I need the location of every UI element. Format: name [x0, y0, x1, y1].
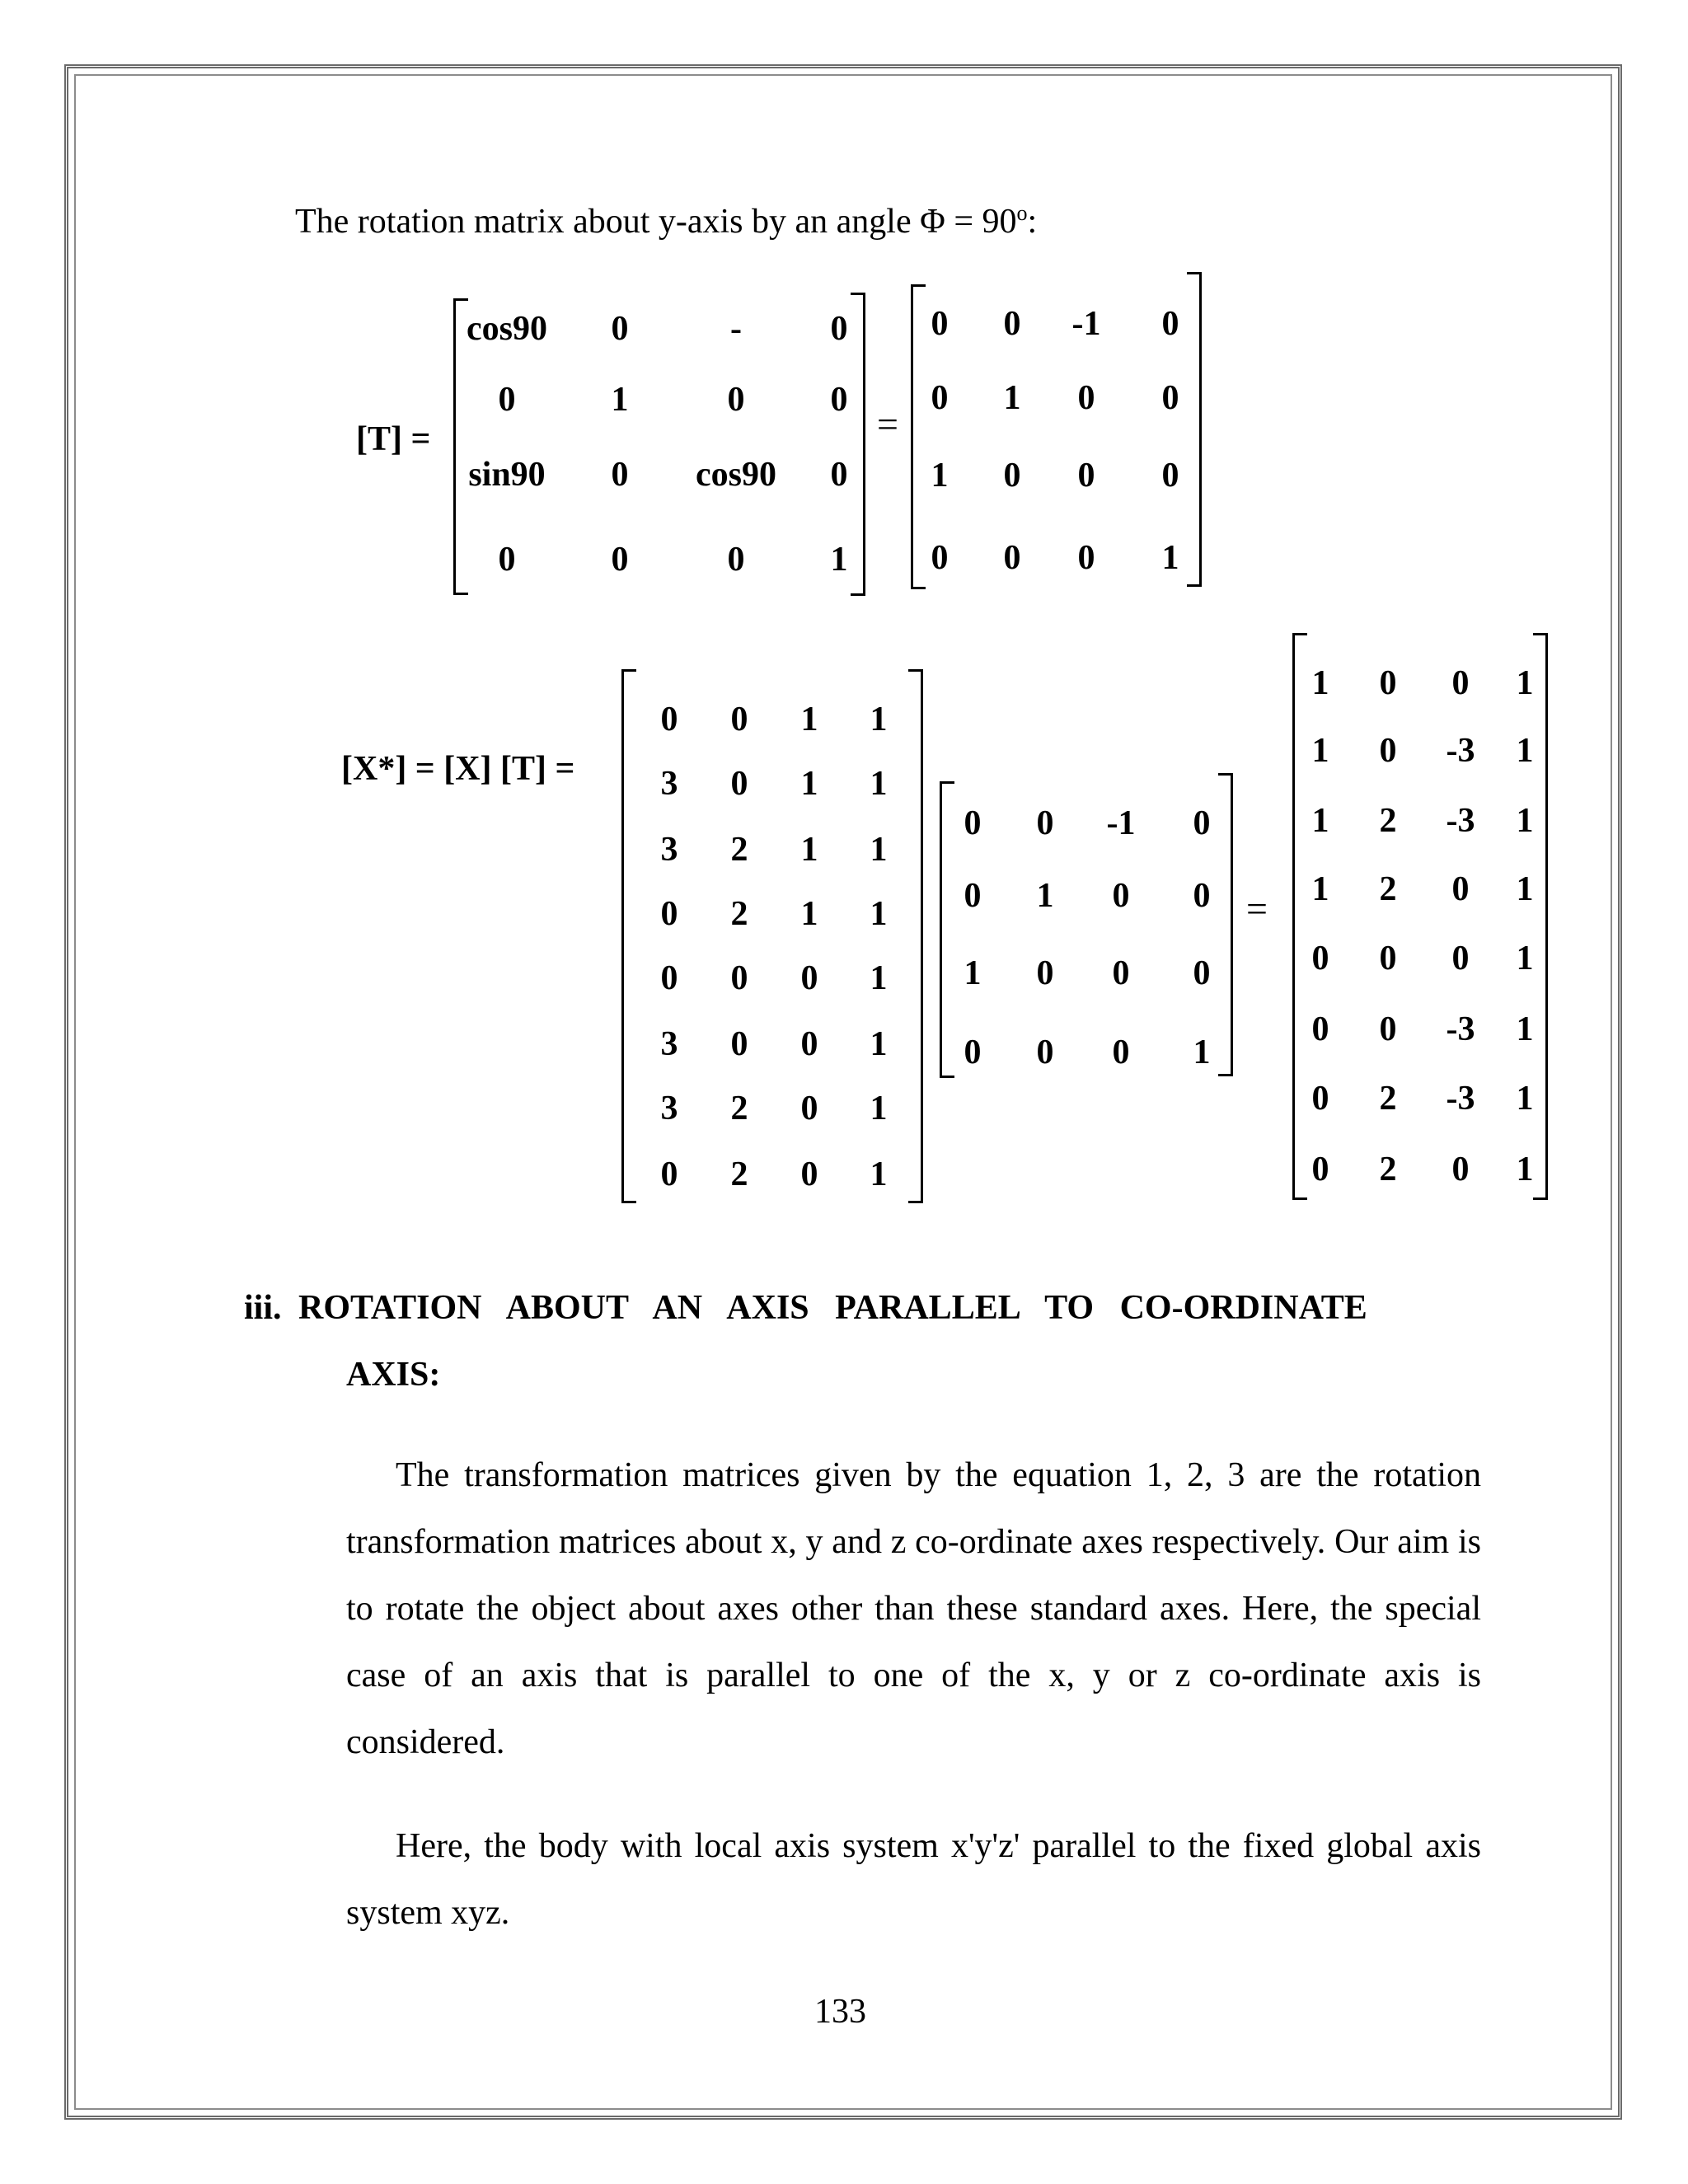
matrix-cell: 0	[964, 877, 982, 915]
matrix-cell: 0	[1161, 457, 1179, 494]
matrix-cell: sin90	[468, 456, 546, 494]
matrix-cell: 1	[870, 1090, 888, 1127]
matrix-cell: 0	[1077, 379, 1095, 417]
matrix-cell: 2	[730, 895, 748, 933]
matrix-cell: 1	[1516, 732, 1534, 770]
matrix-cell: 0	[730, 959, 748, 997]
matrix-cell: 0	[1161, 305, 1179, 343]
matrix-cell: 0	[1036, 1033, 1054, 1071]
matrix-cell: 1	[870, 895, 888, 933]
matrix-cell: -3	[1446, 732, 1475, 770]
matrix-cell: 3	[660, 1025, 678, 1063]
paragraph-1: The transformation matrices given by the equation 1, 2, 3 are the rotation transformation matrices about x, y and z co-ordinate axes respectively. Our aim is to rotate the object about axes other than these standard axes. Here, the special case of an axis that is parallel to one of the x, y or z co-ordinate axis is considered.	[346, 1456, 1481, 1761]
matrix-cell: 0	[800, 959, 818, 997]
intro-text: The rotation matrix about y-axis by an angle Φ = 90	[295, 203, 1017, 241]
matrix-cell: 1	[1516, 664, 1534, 702]
matrix-cell: 1	[870, 1025, 888, 1063]
matrix-cell: 0	[1112, 1033, 1130, 1071]
matrix-cell: 1	[1311, 870, 1329, 908]
matrix-cell: 1	[870, 1155, 888, 1193]
matrix-cell: 1	[870, 701, 888, 738]
matrix-cell: 0	[730, 765, 748, 803]
matrix-cell: 0	[1311, 1151, 1329, 1188]
matrix-cell: 0	[1003, 305, 1021, 343]
matrix-cell: 1	[1516, 870, 1534, 908]
section-title-line2: AXIS:	[346, 1356, 441, 1394]
matrix-cell: 0	[660, 1155, 678, 1193]
matrix-cell: 0	[1451, 940, 1470, 977]
matrix-cell: 0	[1193, 877, 1211, 915]
matrix-cell: 1	[1516, 1080, 1534, 1118]
matrix-cell: 0	[1003, 457, 1021, 494]
matrix-cell: 2	[730, 831, 748, 869]
matrix-cell: 2	[730, 1155, 748, 1193]
matrix-cell: 0	[1379, 940, 1397, 977]
matrix-cell: 1	[1161, 539, 1179, 577]
matrix-cell: 0	[1311, 1080, 1329, 1118]
matrix-cell: 0	[800, 1155, 818, 1193]
matrix-cell: 0	[1193, 804, 1211, 842]
matrix-cell: 0	[1379, 1010, 1397, 1048]
matrix-cell: 1	[830, 541, 848, 579]
degree-superscript: o	[1016, 201, 1028, 225]
matrix-cell: 2	[1379, 870, 1397, 908]
matrix-cell: 1	[1003, 379, 1021, 417]
matrix-cell: 1	[1311, 732, 1329, 770]
matrix-cell: 2	[1379, 1080, 1397, 1118]
matrix-cell: 0	[660, 959, 678, 997]
matrix-cell: 1	[800, 765, 818, 803]
matrix-cell: 0	[1003, 539, 1021, 577]
matrix-cell: 2	[1379, 802, 1397, 840]
matrix-cell: 1	[1036, 877, 1054, 915]
matrix-cell: 1	[800, 895, 818, 933]
matrix-cell: 0	[727, 381, 745, 419]
matrix-cell: 2	[1379, 1151, 1397, 1188]
matrix-cell: 0	[1161, 379, 1179, 417]
matrix-cell: 0	[800, 1090, 818, 1127]
intro-colon: :	[1027, 203, 1038, 241]
paragraph-2: Here, the body with local axis system x'y'z' parallel to the fixed global axis system xyz.	[346, 1827, 1481, 1932]
section-number: iii.	[244, 1289, 282, 1327]
matrix-cell: 1	[1516, 1010, 1534, 1048]
matrix-cell: 0	[830, 381, 848, 419]
matrix-cell: 0	[830, 310, 848, 348]
matrix-cell: 3	[660, 831, 678, 869]
matrix-cell: 1	[1516, 802, 1534, 840]
eq2-lhs: [X*] = [X] [T] =	[341, 750, 575, 788]
eq1-lhs: [T] =	[356, 420, 431, 458]
matrix-cell: 1	[800, 831, 818, 869]
matrix-cell: 0	[660, 701, 678, 738]
matrix-cell: 0	[830, 456, 848, 494]
matrix-cell: -1	[1071, 305, 1101, 343]
matrix-cell: 0	[1112, 954, 1130, 992]
matrix-cell: 0	[1311, 1010, 1329, 1048]
matrix-cell: 0	[1077, 539, 1095, 577]
matrix-cell: 1	[800, 701, 818, 738]
page-number: 133	[814, 1993, 866, 2031]
eq1-equals: =	[877, 403, 898, 445]
matrix-cell: 0	[611, 456, 629, 494]
matrix-cell: 0	[964, 1033, 982, 1071]
matrix-cell: 0	[611, 541, 629, 579]
matrix-cell: 0	[1077, 457, 1095, 494]
matrix-cell: -	[730, 310, 742, 348]
matrix-cell: 0	[1451, 664, 1470, 702]
intro-line	[295, 203, 1037, 239]
matrix-cell: 0	[800, 1025, 818, 1063]
matrix-cell: 3	[660, 765, 678, 803]
matrix-cell: 0	[1451, 870, 1470, 908]
matrix-cell: 1	[870, 765, 888, 803]
matrix-cell: 0	[611, 310, 629, 348]
matrix-cell: 0	[730, 1025, 748, 1063]
matrix-cell: 0	[730, 701, 748, 738]
matrix-cell: 1	[870, 959, 888, 997]
matrix-cell: 1	[1516, 940, 1534, 977]
matrix-cell: 1	[1311, 664, 1329, 702]
matrix-cell: 1	[1193, 1033, 1211, 1071]
matrix-cell: 0	[931, 379, 949, 417]
matrix-cell: 1	[870, 831, 888, 869]
matrix-cell: -3	[1446, 1080, 1475, 1118]
matrix-cell: 0	[498, 541, 516, 579]
matrix-cell: 0	[1036, 804, 1054, 842]
matrix-cell: 3	[660, 1090, 678, 1127]
matrix-cell: 1	[611, 381, 629, 419]
matrix-cell: 0	[931, 539, 949, 577]
matrix-cell: 0	[1379, 664, 1397, 702]
matrix-cell: 0	[498, 381, 516, 419]
eq2-equals: =	[1246, 888, 1268, 930]
matrix-cell: cos90	[696, 456, 776, 494]
matrix-cell: 0	[1379, 732, 1397, 770]
matrix-cell: cos90	[467, 310, 547, 348]
matrix-cell: 0	[931, 305, 949, 343]
matrix-cell: 0	[1036, 954, 1054, 992]
matrix-cell: 0	[1112, 877, 1130, 915]
matrix-cell: 0	[1311, 940, 1329, 977]
matrix-cell: 1	[1516, 1151, 1534, 1188]
matrix-cell: 0	[727, 541, 745, 579]
matrix-cell: 2	[730, 1090, 748, 1127]
matrix-cell: 0	[964, 804, 982, 842]
matrix-cell: 1	[931, 457, 949, 494]
matrix-cell: 0	[660, 895, 678, 933]
matrix-cell: 1	[964, 954, 982, 992]
section-title-line1: ROTATION ABOUT AN AXIS PARALLEL TO CO-ORDINATE	[298, 1289, 1367, 1327]
matrix-cell: -3	[1446, 802, 1475, 840]
matrix-cell: -3	[1446, 1010, 1475, 1048]
matrix-cell: 0	[1193, 954, 1211, 992]
matrix-cell: -1	[1106, 804, 1136, 842]
matrix-cell: 1	[1311, 802, 1329, 840]
matrix-cell: 0	[1451, 1151, 1470, 1188]
